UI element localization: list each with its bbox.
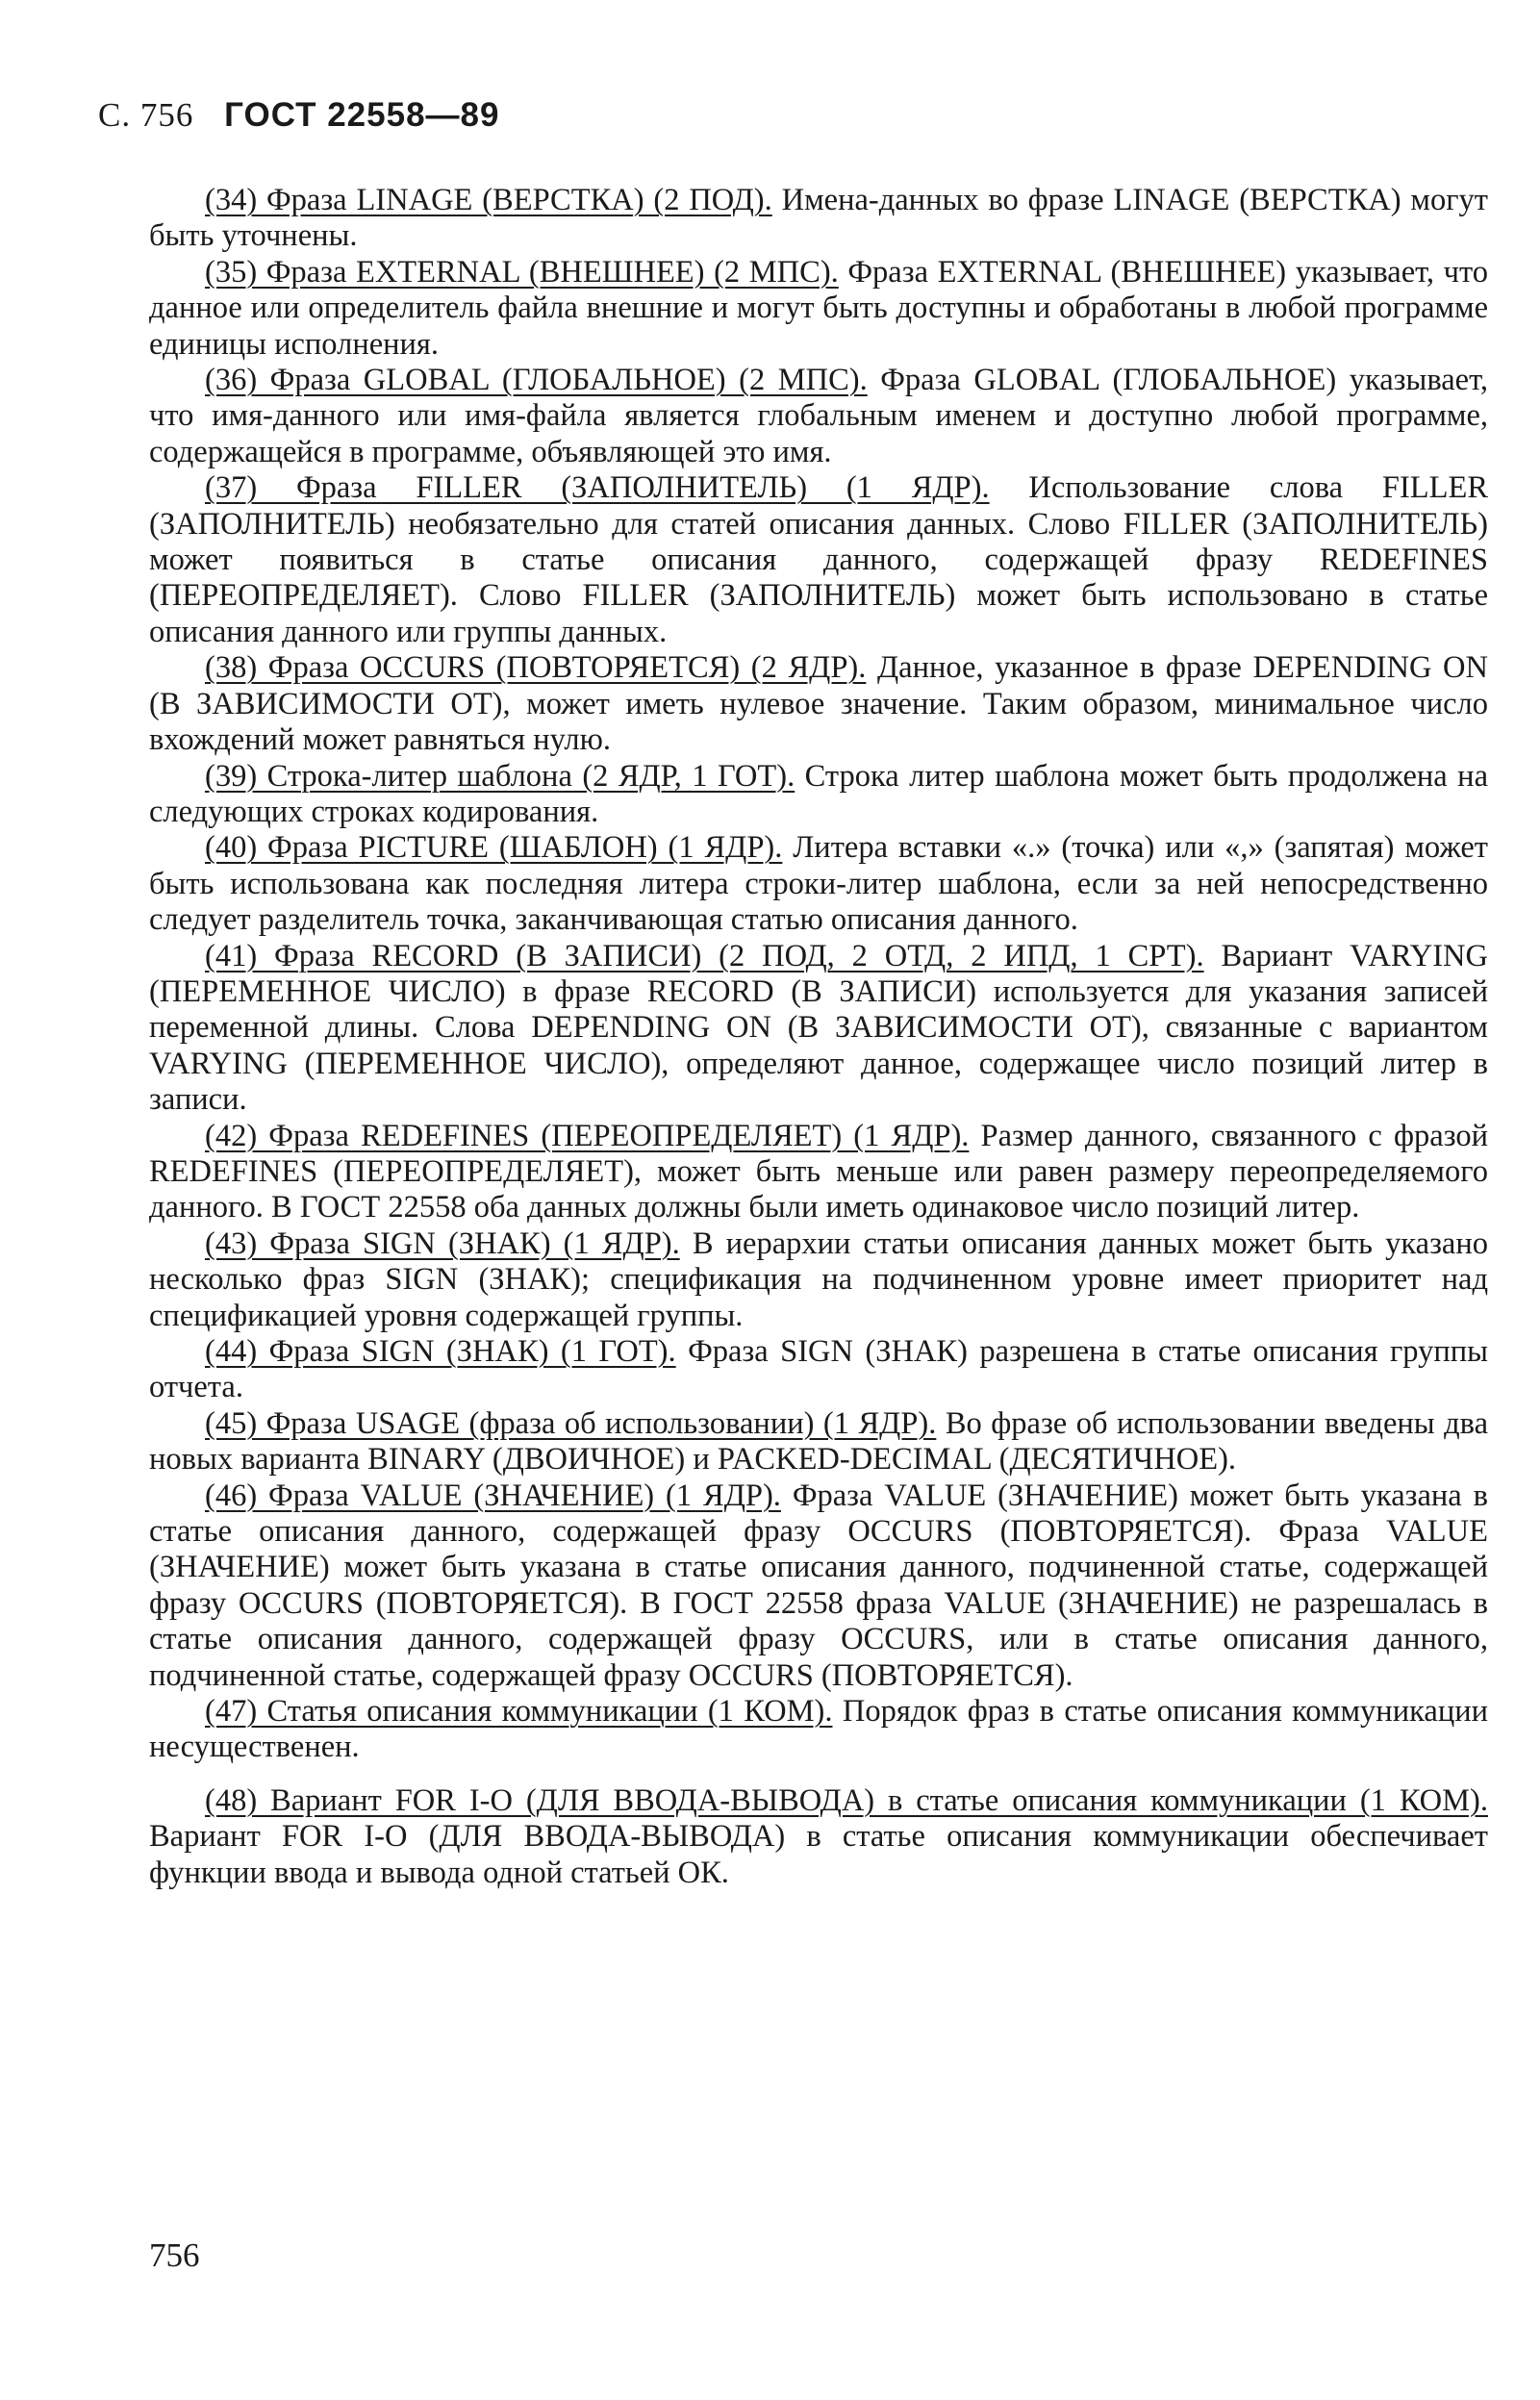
paragraph-heading: (39) Строка-литер шаблона (2 ЯДР, 1 ГОТ).: [205, 758, 795, 794]
paragraph-38: [149, 650, 1488, 758]
paragraph-heading: (38) Фраза OCCURS (ПОВТОРЯЕТСЯ) (2 ЯДР).: [205, 650, 867, 686]
paragraph-heading: (42) Фраза REDEFINES (ПЕРЕОПРЕДЕЛЯЕТ) (1 ЯДР).: [205, 1118, 970, 1153]
paragraph-heading: (43) Фраза SIGN (ЗНАК) (1 ЯДР).: [205, 1225, 680, 1261]
paragraph-42: [149, 1119, 1488, 1226]
header-page-ref: С. 756: [98, 96, 194, 134]
paragraph-text: Во фразе об использовании введены два новых варианта BINARY (ДВОИЧНОЕ) и PACKED-DECIMAL (ДЕСЯТИЧНОЕ).: [149, 1405, 1488, 1478]
paragraph-41: [149, 939, 1488, 1119]
paragraph-text: В иерархии статьи описания данных может быть указано несколько фраз SIGN (ЗНАК); спецификация на подчиненном уровне имеет приоритет над спецификацией уровня содержащей группы.: [149, 1225, 1488, 1333]
paragraph-heading: (34) Фраза LINAGE (ВЕРСТКА) (2 ПОД).: [205, 183, 772, 217]
paragraph-text: Строка литер шаблона может быть продолжена на следующих строках кодирования.: [149, 758, 1488, 829]
paragraph-heading: (47) Статья описания коммуникации (1 КОМ).: [205, 1694, 833, 1730]
paragraph-text: Порядок фраз в статье описания коммуникации несущественен.: [149, 1694, 1488, 1765]
paragraph-heading: (40) Фраза PICTURE (ШАБЛОН) (1 ЯДР).: [205, 830, 783, 866]
paragraph-36: [149, 363, 1488, 470]
paragraph-46: [149, 1478, 1488, 1694]
paragraph-34: [149, 183, 1488, 255]
paragraph-text: Вариант FOR I-O (ДЛЯ ВВОДА-ВЫВОДА) в статье описания коммуникации обеспечивает функции ввода и вывода одной статьей ОК.: [149, 1819, 1488, 1890]
paragraph-heading: (46) Фраза VALUE (ЗНАЧЕНИЕ) (1 ЯДР).: [205, 1478, 781, 1513]
paragraph-39: [149, 759, 1488, 831]
paragraph-text: Размер данного, связанного с фразой REDEFINES (ПЕРЕОПРЕДЕЛЯЕТ), может быть меньше или равен размеру переопределяемого данного. В ГОСТ 22558 оба данных должны были иметь одинаковое число позиций литер.: [149, 1118, 1488, 1225]
paragraph-text: Данное, указанное в фразе DEPENDING ON (В ЗАВИСИМОСТИ ОТ), может иметь нулевое значение. Таким образом, минимальное число вхождений может равняться нулю.: [149, 650, 1488, 758]
paragraph-44: [149, 1334, 1488, 1406]
paragraph-48: [149, 1783, 1488, 1891]
paragraph-text: Фраза EXTERNAL (ВНЕШНЕЕ) указывает, что данное или определитель файла внешние и могут быть доступны и обработаны в любой программе единицы исполнения.: [149, 254, 1488, 362]
paragraph-heading: (36) Фраза GLOBAL (ГЛОБАЛЬНОЕ) (2 МПС).: [205, 363, 868, 398]
paragraph-35: [149, 255, 1488, 363]
paragraph-heading: (37) Фраза FILLER (ЗАПОЛНИТЕЛЬ) (1 ЯДР).: [205, 470, 990, 506]
paragraph-43: [149, 1226, 1488, 1334]
paragraph-text: Использование слова FILLER (ЗАПОЛНИТЕЛЬ) необязательно для статей описания данных. Слово FILLER (ЗАПОЛНИТЕЛЬ) может появиться в статье описания данного, содержащей фразу REDEFINES (ПЕРЕОПРЕДЕЛЯЕТ). Слово FILLER (ЗАПОЛНИТЕЛЬ) может быть использовано в статье описания данного или группы данных.: [149, 470, 1488, 649]
paragraph-text: Литера вставки «.» (точка) или «,» (запятая) может быть использована как последняя литера строки-литер шаблона, если за ней непосредственно следует разделитель точка, заканчивающая статью описания данного.: [149, 830, 1488, 938]
paragraph-heading: (35) Фраза EXTERNAL (ВНЕШНЕЕ) (2 МПС).: [205, 254, 839, 290]
paragraph-heading: (44) Фраза SIGN (ЗНАК) (1 ГОТ).: [205, 1334, 676, 1369]
paragraph-heading: (45) Фраза USAGE (фраза об использовании) (1 ЯДР).: [205, 1405, 937, 1441]
paragraph-heading: (41) Фраза RECORD (В ЗАПИСИ) (2 ПОД, 2 ОТД, 2 ИПД, 1 СРТ).: [205, 938, 1204, 973]
page-number: 756: [149, 2236, 200, 2274]
paragraph-47: [149, 1694, 1488, 1766]
paragraph-text: Фраза SIGN (ЗНАК) разрешена в статье описания группы отчета.: [149, 1334, 1488, 1405]
paragraph-40: [149, 830, 1488, 938]
paragraph-37: [149, 470, 1488, 650]
paragraph-text: Вариант VARYING (ПЕРЕМЕННОЕ ЧИСЛО) в фразе RECORD (В ЗАПИСИ) используется для указания записей переменной длины. Слова DEPENDING ON (В ЗАВИСИМОСТИ ОТ), связанные с вариантом VARYING (ПЕРЕМЕННОЕ ЧИСЛО), определяют данное, содержащее число позиций литер в записи.: [149, 938, 1488, 1118]
paragraph-heading: (48) Вариант FOR I-O (ДЛЯ ВВОДА-ВЫВОДА) в статье описания коммуникации (1 КОМ).: [205, 1782, 1488, 1818]
paragraph-text: Имена-данных во фразе LINAGE (ВЕРСТКА) могут быть уточнены.: [149, 183, 1488, 254]
page-header: [98, 96, 499, 135]
paragraph-text: Фраза GLOBAL (ГЛОБАЛЬНОЕ) указывает, что имя-данного или имя-файла является глобальным именем и доступно любой программе, содержащейся в программе, объявляющей это имя.: [149, 363, 1488, 469]
paragraph-text: Фраза VALUE (ЗНАЧЕНИЕ) может быть указана в статье описания данного, содержащей фразу OCCURS (ПОВТОРЯЕТСЯ). Фраза VALUE (ЗНАЧЕНИЕ) может быть указана в статье описания данного, подчиненной статье, содержащей фразу OCCURS (ПОВТОРЯЕТСЯ). В ГОСТ 22558 фраза VALUE (ЗНАЧЕНИЕ) не разрешалась в статье описания данного, содержащей фразу OCCURS, или в статье описания данного, подчиненной статье, содержащей фразу OCCURS (ПОВТОРЯЕТСЯ).: [149, 1478, 1488, 1693]
header-standard: ГОСТ 22558—89: [224, 96, 500, 134]
document-body: [149, 183, 1488, 1891]
paragraph-45: [149, 1406, 1488, 1478]
